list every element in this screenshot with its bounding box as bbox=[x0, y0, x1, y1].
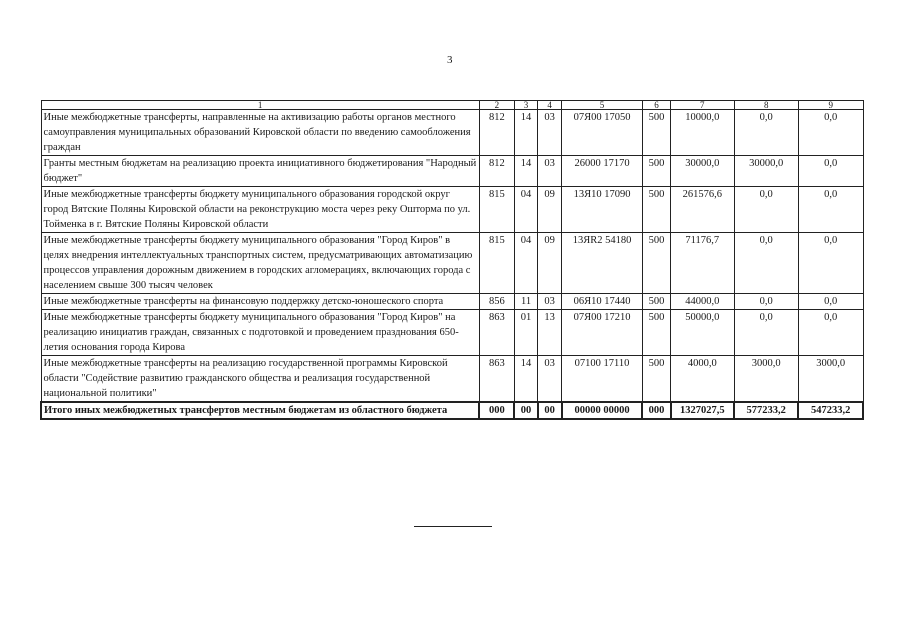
amount-year3-cell: 0,0 bbox=[798, 233, 863, 294]
admin-code-cell: 856 bbox=[479, 294, 514, 310]
subsection-cell: 03 bbox=[538, 110, 562, 156]
admin-code-cell: 815 bbox=[479, 233, 514, 294]
expense-type-cell: 500 bbox=[642, 294, 670, 310]
transfer-name-cell: Иные межбюджетные трансферты бюджету муниципального образования городской округ город Вятские Поляны Кировской области на реконструкцию моста через реку Ошторма по ул. Тойменка в г. Вятские Поляны Кировской области bbox=[41, 187, 479, 233]
amount-year1-cell: 50000,0 bbox=[671, 310, 734, 356]
expense-type-cell: 500 bbox=[642, 233, 670, 294]
header-cell: 8 bbox=[734, 101, 798, 110]
header-cell: 3 bbox=[514, 101, 537, 110]
amount-year3-cell: 0,0 bbox=[798, 310, 863, 356]
total-target-article-cell: 00000 00000 bbox=[562, 402, 643, 419]
table-row bbox=[41, 110, 863, 156]
amount-year2-cell: 0,0 bbox=[734, 310, 798, 356]
footer-divider bbox=[414, 526, 492, 527]
table-row bbox=[41, 356, 863, 403]
header-cell: 2 bbox=[479, 101, 514, 110]
total-amount-year3-cell: 547233,2 bbox=[798, 402, 863, 419]
section-cell: 04 bbox=[514, 233, 537, 294]
subsection-cell: 03 bbox=[538, 156, 562, 187]
admin-code-cell: 863 bbox=[479, 356, 514, 403]
subsection-cell: 03 bbox=[538, 356, 562, 403]
transfer-name-cell: Иные межбюджетные трансферты бюджету муниципального образования "Город Киров" в целях внедрения интеллектуальных транспортных систем, предусматривающих автоматизацию процессов управления дорожным движением в городских агломерациях, включающих города с населением свыше 300 тысяч человек bbox=[41, 233, 479, 294]
target-article-cell: 26000 17170 bbox=[562, 156, 643, 187]
table-row bbox=[41, 310, 863, 356]
total-row bbox=[41, 402, 863, 419]
column-number-row bbox=[41, 101, 863, 110]
amount-year1-cell: 10000,0 bbox=[671, 110, 734, 156]
expense-type-cell: 500 bbox=[642, 187, 670, 233]
amount-year2-cell: 30000,0 bbox=[734, 156, 798, 187]
total-amount-year2-cell: 577233,2 bbox=[734, 402, 798, 419]
header-cell: 7 bbox=[671, 101, 734, 110]
amount-year1-cell: 4000,0 bbox=[671, 356, 734, 403]
amount-year1-cell: 30000,0 bbox=[671, 156, 734, 187]
amount-year3-cell: 0,0 bbox=[798, 110, 863, 156]
amount-year3-cell: 3000,0 bbox=[798, 356, 863, 403]
expense-type-cell: 500 bbox=[642, 156, 670, 187]
section-cell: 11 bbox=[514, 294, 537, 310]
transfer-name-cell: Иные межбюджетные трансферты, направленные на активизацию работы органов местного самоуправления муниципальных образований Кировской области по введению самообложения граждан bbox=[41, 110, 479, 156]
transfers-table bbox=[40, 100, 864, 420]
transfer-name-cell: Иные межбюджетные трансферты на финансовую поддержку детско-юношеского спорта bbox=[41, 294, 479, 310]
header-cell: 9 bbox=[798, 101, 863, 110]
total-subsection-cell: 00 bbox=[538, 402, 562, 419]
subsection-cell: 03 bbox=[538, 294, 562, 310]
amount-year1-cell: 44000,0 bbox=[671, 294, 734, 310]
section-cell: 14 bbox=[514, 356, 537, 403]
section-cell: 14 bbox=[514, 110, 537, 156]
transfer-name-cell: Иные межбюджетные трансферты бюджету муниципального образования "Город Киров" на реализацию инициатив граждан, связанных с подготовкой и проведением празднования 650-летия основания города Кирова bbox=[41, 310, 479, 356]
total-amount-year1-cell: 1327027,5 bbox=[671, 402, 734, 419]
section-cell: 14 bbox=[514, 156, 537, 187]
amount-year3-cell: 0,0 bbox=[798, 187, 863, 233]
header-cell: 6 bbox=[642, 101, 670, 110]
header-cell: 5 bbox=[562, 101, 643, 110]
expense-type-cell: 500 bbox=[642, 356, 670, 403]
target-article-cell: 07Я00 17050 bbox=[562, 110, 643, 156]
admin-code-cell: 863 bbox=[479, 310, 514, 356]
amount-year2-cell: 0,0 bbox=[734, 187, 798, 233]
amount-year2-cell: 3000,0 bbox=[734, 356, 798, 403]
amount-year3-cell: 0,0 bbox=[798, 294, 863, 310]
target-article-cell: 13ЯR2 54180 bbox=[562, 233, 643, 294]
transfer-name-cell: Иные межбюджетные трансферты на реализацию государственной программы Кировской области "Содействие развитию гражданского общества и реализация государственной национальной политики" bbox=[41, 356, 479, 403]
target-article-cell: 13Я10 17090 bbox=[562, 187, 643, 233]
amount-year1-cell: 261576,6 bbox=[671, 187, 734, 233]
subsection-cell: 09 bbox=[538, 187, 562, 233]
admin-code-cell: 815 bbox=[479, 187, 514, 233]
total-admin-code-cell: 000 bbox=[479, 402, 514, 419]
total-name-cell: Итого иных межбюджетных трансфертов местным бюджетам из областного бюджета bbox=[41, 402, 479, 419]
total-expense-type-cell: 000 bbox=[642, 402, 670, 419]
section-cell: 01 bbox=[514, 310, 537, 356]
section-cell: 04 bbox=[514, 187, 537, 233]
table-row bbox=[41, 294, 863, 310]
amount-year2-cell: 0,0 bbox=[734, 294, 798, 310]
amount-year2-cell: 0,0 bbox=[734, 110, 798, 156]
header-cell: 4 bbox=[538, 101, 562, 110]
table-row bbox=[41, 187, 863, 233]
page-number: 3 bbox=[447, 54, 453, 66]
header-cell: 1 bbox=[41, 101, 479, 110]
subsection-cell: 13 bbox=[538, 310, 562, 356]
total-section-cell: 00 bbox=[514, 402, 537, 419]
admin-code-cell: 812 bbox=[479, 156, 514, 187]
table-row bbox=[41, 233, 863, 294]
target-article-cell: 07Я00 17210 bbox=[562, 310, 643, 356]
transfer-name-cell: Гранты местным бюджетам на реализацию проекта инициативного бюджетирования "Народный бюджет" bbox=[41, 156, 479, 187]
amount-year2-cell: 0,0 bbox=[734, 233, 798, 294]
expense-type-cell: 500 bbox=[642, 110, 670, 156]
amount-year1-cell: 71176,7 bbox=[671, 233, 734, 294]
amount-year3-cell: 0,0 bbox=[798, 156, 863, 187]
expense-type-cell: 500 bbox=[642, 310, 670, 356]
admin-code-cell: 812 bbox=[479, 110, 514, 156]
target-article-cell: 07100 17110 bbox=[562, 356, 643, 403]
target-article-cell: 06Я10 17440 bbox=[562, 294, 643, 310]
table-row bbox=[41, 156, 863, 187]
subsection-cell: 09 bbox=[538, 233, 562, 294]
